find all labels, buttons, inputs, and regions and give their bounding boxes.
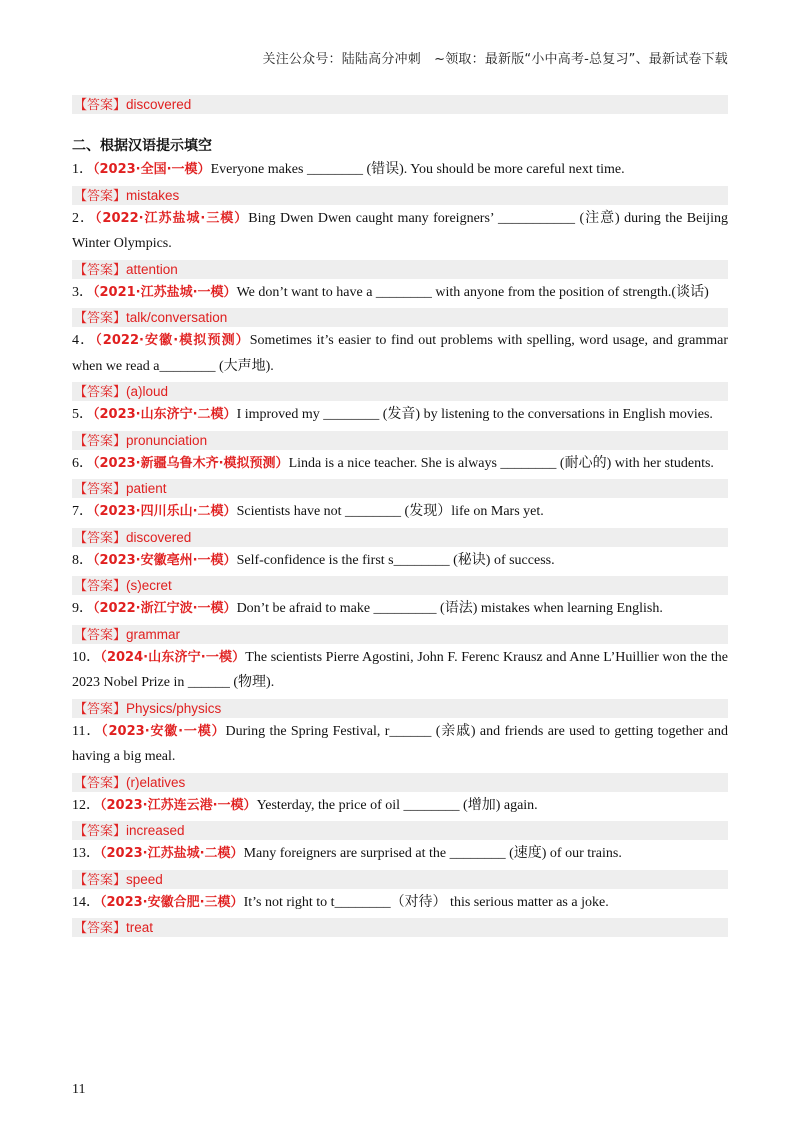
question-item	[72, 402, 728, 428]
question-item	[72, 645, 728, 696]
question-item	[72, 548, 728, 574]
answer-tag: 【答案】	[74, 433, 127, 449]
answer-tag: 【答案】	[74, 921, 127, 936]
question-source: （2023·安徽亳州·一模）	[93, 552, 237, 568]
answer-tag: 【答案】	[74, 188, 127, 204]
question-source: （2024·山东济宁·一模）	[100, 649, 246, 665]
question-text: During the Spring Festival, r______ (亲戚) and friends are used to getting together and having a big meal.	[72, 723, 729, 764]
question-source: （2023·全国·一模）	[93, 162, 211, 177]
question-number: 14．	[72, 894, 100, 910]
answer-tag: 【答案】	[74, 824, 127, 839]
question-source: （2023·安徽合肥·三模）	[100, 894, 244, 910]
question-text: Don’t be afraid to make _________ (语法) mistakes when learning English.	[236, 601, 663, 616]
answer-text: increased	[126, 823, 185, 838]
answer-tag: 【答案】	[74, 872, 127, 888]
question-number: 10．	[72, 649, 101, 665]
answer-tag: 【答案】	[74, 482, 127, 497]
question-item	[72, 793, 728, 819]
question-number: 12．	[72, 797, 100, 813]
question-item	[72, 451, 728, 477]
question-text: It’s not right to t________（对待） this serious matter as a joke.	[243, 894, 609, 910]
question-source: （2023·安徽·一模）	[101, 723, 226, 739]
question-text: Scientists have not ________ (发现）life on Mars yet.	[236, 504, 544, 519]
question-source: （2023·山东济宁·二模）	[93, 407, 237, 422]
question-text: We don’t want to have a ________ with anyone from the position of strength.(谈话)	[236, 284, 709, 300]
question-source: （2022·安徽·模拟预测）	[95, 333, 250, 348]
question-text: Sometimes it’s easier to find out problems with spelling, word usage, and grammar when we read a________ (大声地).	[72, 333, 728, 374]
question-text: Everyone makes ________ (错误). You should be more careful next time.	[210, 162, 625, 177]
question-text: Self-confidence is the first s________ (秘诀) of success.	[236, 552, 555, 568]
question-number: 9．	[72, 601, 93, 616]
answer-box	[72, 95, 728, 114]
answer-text: Physics/physics	[126, 700, 222, 716]
answer-text: discovered	[126, 529, 192, 545]
question-number: 1．	[72, 162, 93, 177]
answer-box	[72, 382, 728, 401]
question-item	[72, 328, 728, 379]
question-number: 2．	[72, 210, 95, 226]
answer-text: discovered	[126, 97, 192, 112]
answer-box	[72, 479, 728, 498]
question-item	[72, 596, 728, 622]
answer-tag: 【答案】	[74, 701, 127, 717]
answer-box	[72, 186, 728, 205]
question-source: （2021·江苏盐城·一模）	[93, 284, 237, 300]
answer-text: speed	[126, 871, 163, 887]
question-number: 8．	[72, 552, 93, 568]
answer-tag: 【答案】	[74, 530, 127, 546]
answer-tag: 【答案】	[74, 98, 127, 113]
question-text: The scientists Pierre Agostini, John F. Ferenc Krausz and Anne L’Huillier won the the 2023 Nobel Prize in ______ (物理).	[72, 649, 729, 690]
answer-box	[72, 576, 728, 595]
question-list	[72, 157, 728, 937]
question-source: （2023·江苏盐城·二模）	[100, 846, 244, 861]
question-number: 5．	[72, 407, 93, 422]
document-body	[72, 95, 728, 937]
answer-text: patient	[126, 481, 167, 496]
answer-tag: 【答案】	[74, 579, 127, 594]
question-item	[72, 719, 728, 770]
answer-box	[72, 431, 728, 450]
question-number: 11．	[72, 723, 102, 739]
answer-box	[72, 699, 728, 718]
question-number: 7．	[72, 504, 93, 519]
question-item	[72, 280, 728, 306]
question-number: 6．	[72, 455, 93, 471]
section-title: 二、根据汉语提示填空	[72, 138, 212, 154]
answer-text: (r)elatives	[126, 774, 186, 790]
question-text: Many foreigners are surprised at the ________ (速度) of our trains.	[243, 846, 622, 861]
question-source: （2023·新疆乌鲁木齐·模拟预测）	[93, 455, 289, 471]
answer-tag: 【答案】	[74, 627, 127, 643]
question-source: （2022·江苏盐城·三模）	[94, 210, 249, 226]
answer-box	[72, 625, 728, 644]
answer-text: mistakes	[126, 187, 180, 203]
answer-tag: 【答案】	[74, 311, 127, 326]
question-item	[72, 841, 728, 867]
question-source: （2023·四川乐山·二模）	[93, 504, 237, 519]
answer-box	[72, 918, 728, 937]
page-header: 关注公众号：陆陆高分冲刺 ~领取：最新版“小中高考-总复习”、最新试卷下载	[262, 52, 728, 67]
question-item	[72, 890, 728, 916]
answer-box	[72, 260, 728, 279]
question-item	[72, 499, 728, 525]
question-number: 4．	[72, 333, 96, 348]
answer-text: grammar	[126, 626, 181, 642]
answer-box	[72, 528, 728, 547]
page-number: 11	[72, 1082, 86, 1097]
answer-box	[72, 308, 728, 327]
question-number: 13．	[72, 846, 100, 861]
question-text: Linda is a nice teacher. She is always ________ (耐心的) with her students.	[288, 455, 714, 471]
answer-tag: 【答案】	[74, 385, 127, 400]
answer-tag: 【答案】	[74, 262, 127, 278]
answer-box	[72, 773, 728, 792]
answer-text: pronunciation	[126, 432, 208, 448]
answer-text: talk/conversation	[126, 310, 228, 325]
answer-text: (s)ecret	[126, 578, 172, 593]
answer-text: attention	[126, 261, 178, 277]
question-source: （2023·江苏连云港·一模）	[100, 797, 257, 813]
answer-text: treat	[126, 920, 154, 935]
question-text: Yesterday, the price of oil ________ (增加) again.	[256, 797, 538, 813]
question-item	[72, 157, 728, 183]
question-source: （2022·浙江宁波·一模）	[93, 601, 237, 616]
question-text: Bing Dwen Dwen caught many foreigners’ ___________ (注意) during the Beijing Winter Olympics.	[72, 210, 729, 251]
question-item	[72, 206, 728, 257]
answer-box	[72, 870, 728, 889]
answer-tag: 【答案】	[74, 775, 127, 791]
question-number: 3．	[72, 284, 93, 300]
question-text: I improved my ________ (发音) by listening to the conversations in English movies.	[236, 407, 713, 422]
answer-box	[72, 821, 728, 840]
answer-text: (a)loud	[126, 384, 169, 399]
